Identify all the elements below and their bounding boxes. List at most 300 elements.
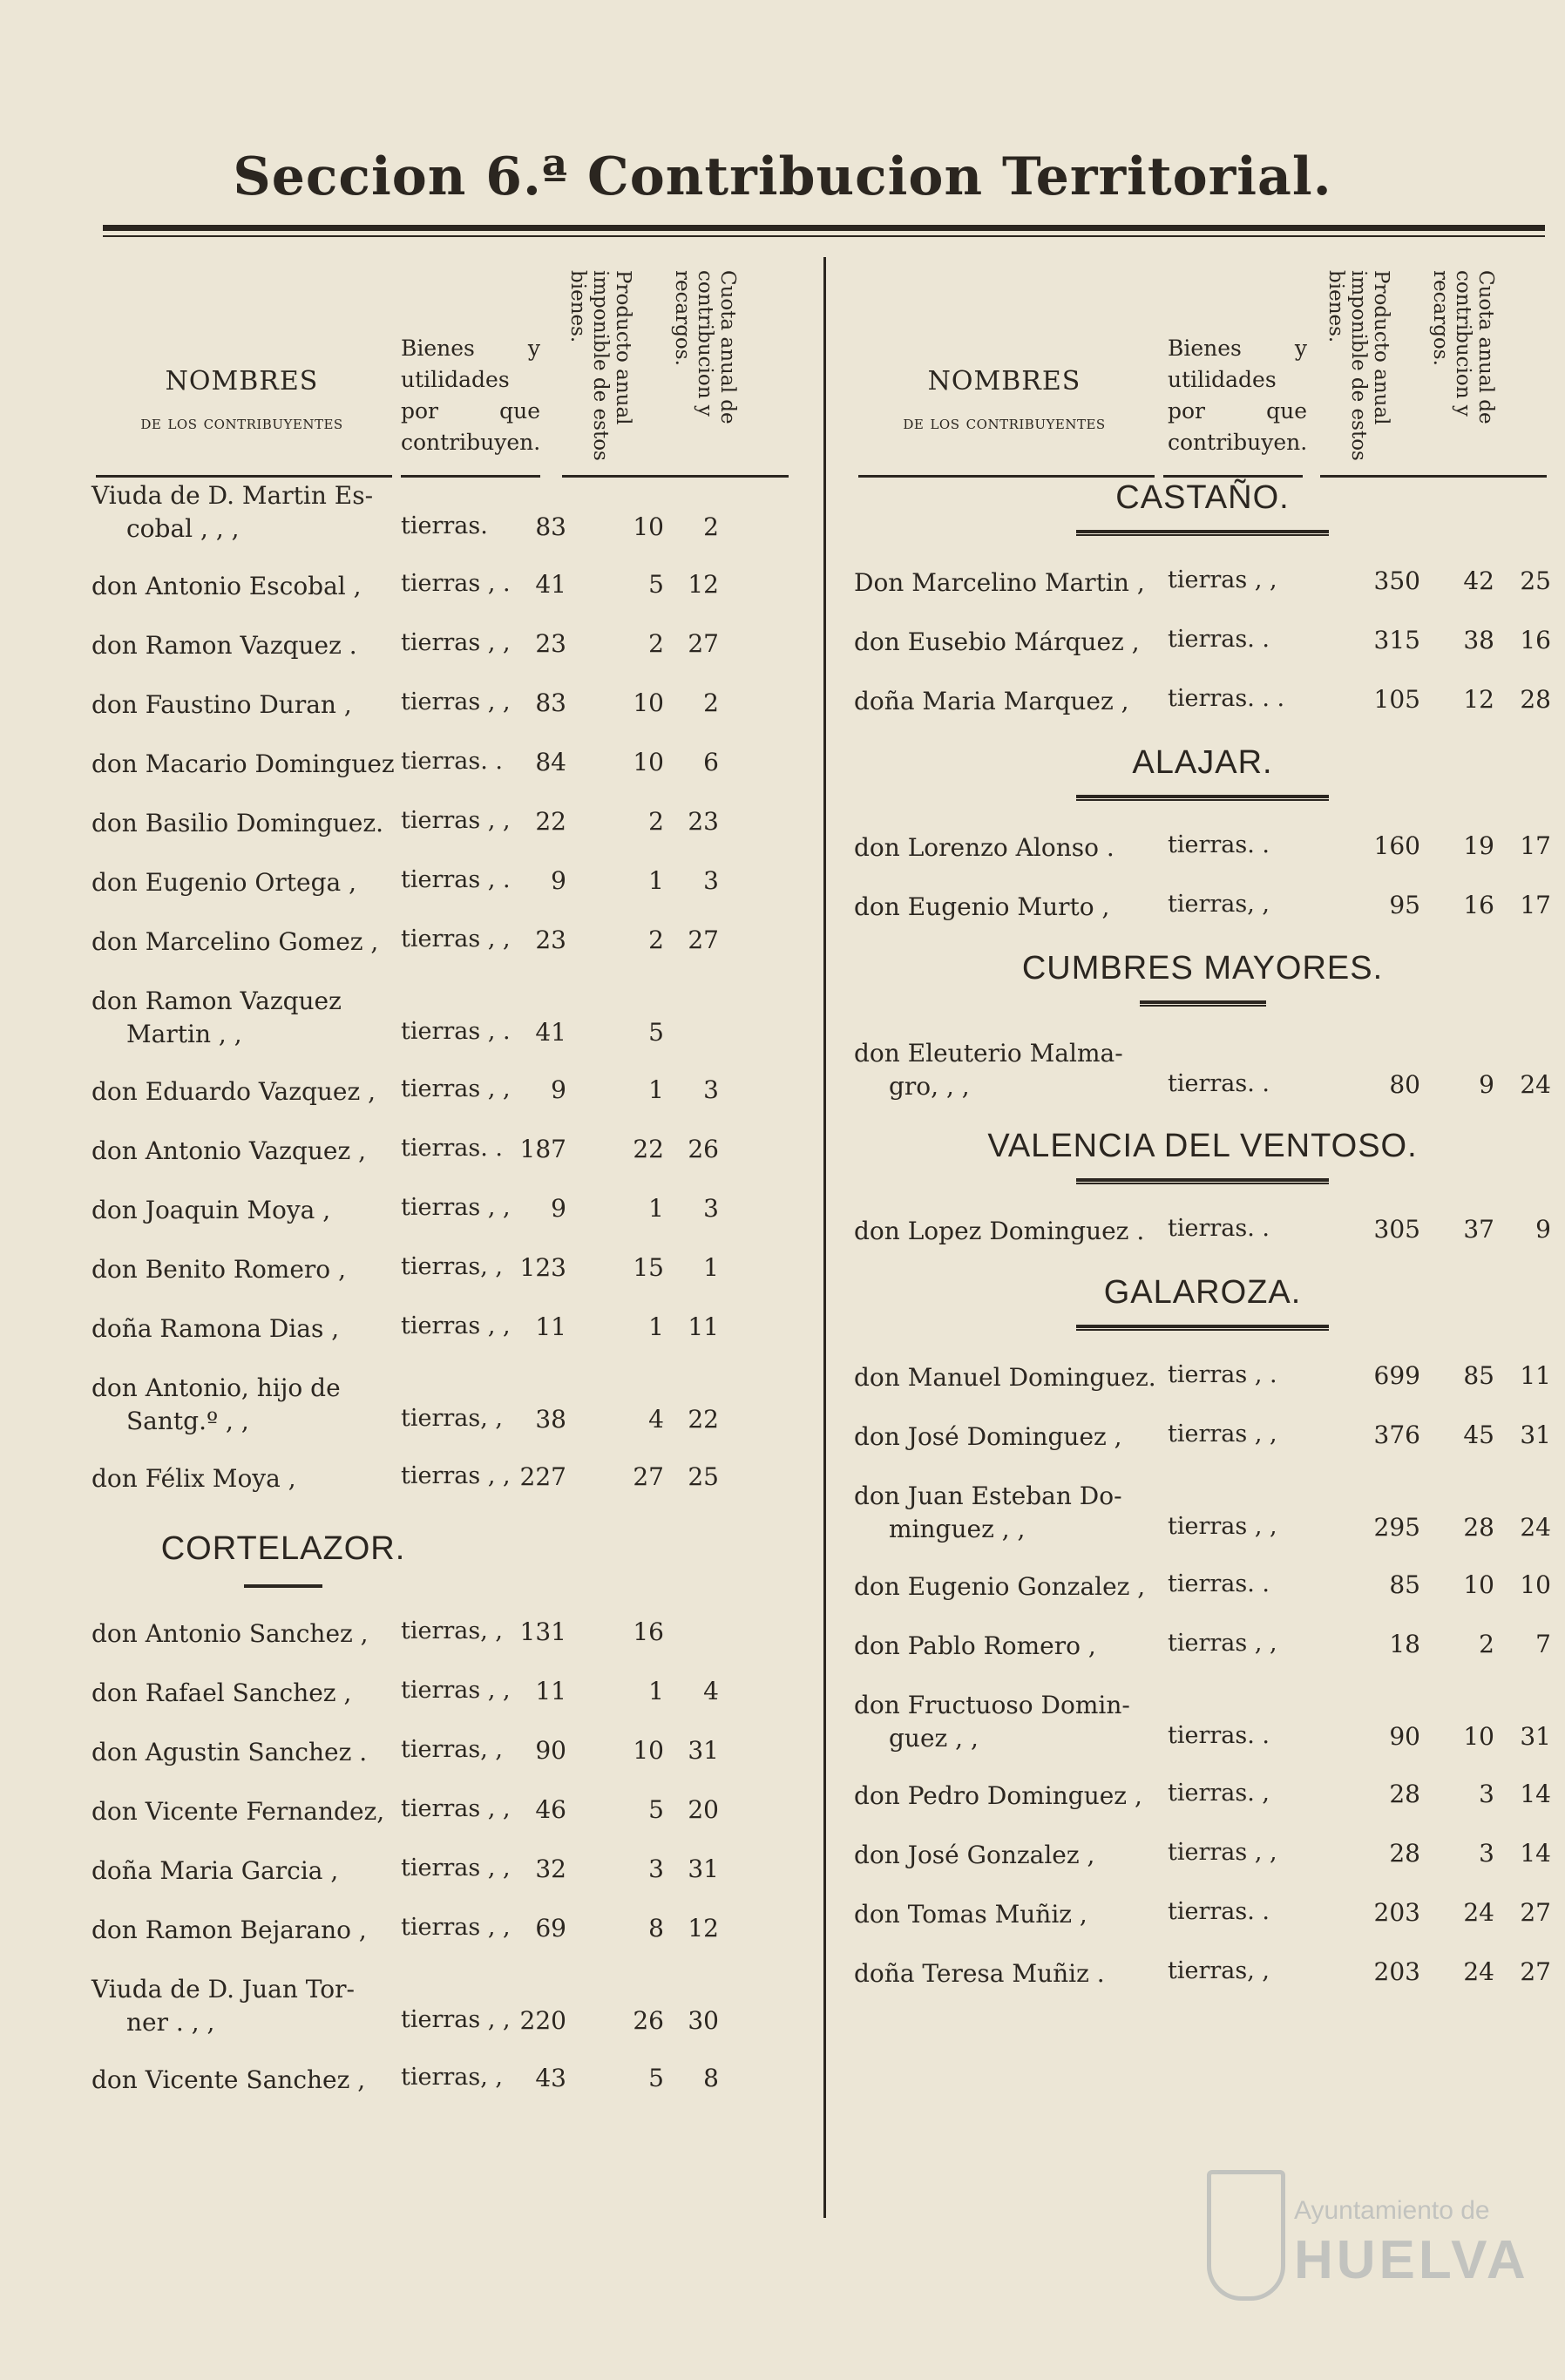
- header-bienes: Bienes y utilidades por que contribuyen.: [401, 336, 541, 455]
- quota-fraction: 26: [688, 1135, 719, 1163]
- quota-main: 4: [648, 1405, 664, 1434]
- contributor-name: don Lopez Dominguez .: [854, 1217, 1145, 1245]
- table-row: [91, 479, 806, 570]
- quota-fraction: 6: [703, 748, 719, 776]
- property-type: tierras , ,: [1168, 1421, 1277, 1448]
- annual-product: 38: [535, 1405, 566, 1434]
- contributor-name: don Pablo Romero ,: [854, 1631, 1096, 1660]
- town-heading: VALENCIA DEL VENTOSO.: [987, 1128, 1418, 1164]
- contributor-name-line1: don Ramon Vazquez: [91, 987, 342, 1015]
- table-row: [854, 1480, 1565, 1570]
- contributor-name: doña Ramona Dias ,: [91, 1314, 340, 1343]
- annual-product: 187: [519, 1135, 566, 1163]
- table-row: [854, 1421, 1565, 1480]
- annual-product: 295: [1373, 1513, 1420, 1542]
- table-row: [854, 1570, 1565, 1630]
- quota-main: 26: [633, 2006, 664, 2035]
- quota-fraction: 28: [1520, 685, 1551, 714]
- quota-main: 5: [648, 1795, 664, 1824]
- table-row: [854, 1898, 1565, 1957]
- property-type: tierras , .: [401, 570, 511, 597]
- property-type: tierras. .: [1168, 1722, 1270, 1749]
- contributor-name-line2: guez , ,: [889, 1724, 979, 1753]
- table-row: [854, 1780, 1565, 1839]
- table-row: [91, 1736, 806, 1795]
- left-column: [91, 253, 802, 2094]
- town-rule-thin: [1076, 799, 1329, 801]
- table-row: [91, 1677, 806, 1736]
- property-type: tierras , ,: [1168, 566, 1277, 593]
- table-row: [854, 831, 1565, 891]
- quota-fraction: 23: [688, 807, 719, 836]
- quota-main: 16: [633, 1617, 664, 1646]
- property-type: tierras , ,: [401, 1855, 511, 1882]
- header-rule: [1320, 475, 1547, 478]
- quota-main: 38: [1463, 626, 1494, 654]
- quota-fraction: 17: [1520, 891, 1551, 919]
- table-row: [854, 1957, 1565, 2017]
- quota-main: 2: [648, 629, 664, 658]
- quota-main: 10: [633, 688, 664, 717]
- quota-main: 37: [1463, 1215, 1494, 1244]
- annual-product: 220: [519, 2006, 566, 2035]
- contributor-name: [91, 1973, 355, 2039]
- contributor-name: don Basilio Dominguez.: [91, 809, 384, 837]
- header-names-line1: NOMBRES: [927, 366, 1081, 397]
- table-row: [91, 570, 806, 629]
- contributor-name: don Marcelino Gomez ,: [91, 927, 379, 956]
- town-rule: [1076, 530, 1329, 533]
- table-row: [854, 1689, 1565, 1780]
- town-heading: ALAJAR.: [1132, 744, 1273, 781]
- property-type: tierras , ,: [401, 688, 511, 715]
- town-rule: [1076, 1178, 1329, 1182]
- quota-fraction: 10: [1520, 1570, 1551, 1599]
- contributor-name-line1: don Eleuterio Malma-: [854, 1039, 1123, 1068]
- property-type: tierras , ,: [401, 2006, 511, 2033]
- quota-fraction: 14: [1520, 1839, 1551, 1868]
- quota-main: 8: [648, 1914, 664, 1943]
- property-type: tierras , ,: [401, 807, 511, 834]
- quota-main: 1: [648, 1677, 664, 1705]
- quota-main: 24: [1463, 1898, 1494, 1927]
- quota-fraction: 22: [688, 1405, 719, 1434]
- contributor-name: don Eugenio Gonzalez ,: [854, 1572, 1146, 1601]
- watermark-line1: Ayuntamiento de: [1294, 2196, 1490, 2225]
- table-row: [91, 1194, 806, 1253]
- annual-product: 160: [1373, 831, 1420, 860]
- quota-main: 27: [633, 1462, 664, 1491]
- table-row: [854, 1215, 1565, 1274]
- quota-main: 85: [1463, 1361, 1494, 1390]
- table-row: [854, 1361, 1565, 1421]
- table-row: [91, 866, 806, 926]
- contributor-name-line1: Viuda de D. Juan Tor-: [91, 1975, 355, 2004]
- town-heading: CUMBRES MAYORES.: [1021, 950, 1384, 987]
- annual-product: 69: [535, 1914, 566, 1943]
- town-rule: [1076, 795, 1329, 798]
- contributor-name: [854, 1037, 1123, 1103]
- annual-product: 376: [1373, 1421, 1420, 1449]
- quota-main: 45: [1463, 1421, 1494, 1449]
- quota-main: 2: [648, 807, 664, 836]
- property-type: tierras.: [401, 512, 488, 539]
- annual-product: 85: [1389, 1570, 1420, 1599]
- quota-main: 12: [1463, 685, 1494, 714]
- annual-product: 23: [535, 926, 566, 954]
- contributor-name: Don Marcelino Martin ,: [854, 568, 1145, 597]
- header-rule: [562, 475, 789, 478]
- table-row: [91, 629, 806, 688]
- quota-fraction: 31: [1520, 1421, 1551, 1449]
- annual-product: 350: [1373, 566, 1420, 595]
- table-row: [854, 1630, 1565, 1689]
- table-row: [91, 748, 806, 807]
- header-cuota: Cuota anual de contribucion y recargos.: [1429, 270, 1497, 424]
- quota-main: 1: [648, 1075, 664, 1104]
- annual-product: 28: [1389, 1839, 1420, 1868]
- property-type: tierras , ,: [401, 926, 511, 953]
- annual-product: 203: [1373, 1898, 1420, 1927]
- quota-main: 3: [1479, 1839, 1494, 1868]
- quota-fraction: 25: [688, 1462, 719, 1491]
- annual-product: 41: [535, 570, 566, 599]
- annual-product: 11: [535, 1677, 566, 1705]
- contributor-name-line1: Viuda de D. Martin Es-: [91, 481, 374, 510]
- town-heading: CASTAÑO.: [1115, 479, 1290, 516]
- quota-main: 1: [648, 866, 664, 895]
- quota-fraction: 3: [703, 866, 719, 895]
- quota-main: 15: [633, 1253, 664, 1282]
- town-rule: [1076, 1325, 1329, 1328]
- quota-fraction: 8: [703, 2064, 719, 2092]
- annual-product: 305: [1373, 1215, 1420, 1244]
- contributor-name: don Antonio Vazquez ,: [91, 1136, 366, 1165]
- table-row: [91, 985, 806, 1075]
- property-type: tierras , ,: [1168, 1630, 1277, 1657]
- quota-fraction: 24: [1520, 1513, 1551, 1542]
- title-rule-thin: [103, 235, 1545, 237]
- table-row: [854, 1839, 1565, 1898]
- annual-product: 46: [535, 1795, 566, 1824]
- property-type: tierras. .: [401, 748, 503, 775]
- contributor-name: don Vicente Sanchez ,: [91, 2065, 366, 2094]
- quota-fraction: 12: [688, 570, 719, 599]
- quota-main: 42: [1463, 566, 1494, 595]
- annual-product: 32: [535, 1855, 566, 1883]
- watermark-line2: HUELVA: [1294, 2230, 1529, 2290]
- table-row: [91, 926, 806, 985]
- contributor-name: don Vicente Fernandez,: [91, 1797, 385, 1826]
- contributor-name: don José Dominguez ,: [854, 1422, 1122, 1451]
- annual-product: 83: [535, 688, 566, 717]
- quota-fraction: 1: [703, 1253, 719, 1282]
- quota-fraction: 27: [1520, 1957, 1551, 1986]
- property-type: tierras, ,: [401, 1253, 503, 1280]
- town-rule-thin: [1076, 1183, 1329, 1184]
- town-rule: [1140, 1000, 1266, 1004]
- quota-main: 10: [1463, 1722, 1494, 1751]
- table-row: [854, 685, 1565, 744]
- header-names-line2: de los contribuyentes: [903, 412, 1106, 433]
- table-row: [91, 1372, 806, 1462]
- contributor-name: don Joaquin Moya ,: [91, 1196, 331, 1224]
- quota-fraction: 24: [1520, 1070, 1551, 1099]
- property-type: tierras , ,: [401, 1312, 511, 1339]
- quota-fraction: 17: [1520, 831, 1551, 860]
- quota-main: 2: [1479, 1630, 1494, 1658]
- property-type: tierras. ,: [1168, 1780, 1270, 1807]
- right-column: [854, 253, 1551, 1988]
- contributor-name: doña Teresa Muñiz .: [854, 1959, 1105, 1988]
- quota-main: 16: [1463, 891, 1494, 919]
- property-type: tierras , ,: [401, 1677, 511, 1704]
- property-type: tierras , ,: [1168, 1513, 1277, 1540]
- table-row: [91, 1462, 806, 1522]
- quota-fraction: 31: [688, 1736, 719, 1765]
- quota-main: 5: [648, 2064, 664, 2092]
- quota-fraction: 27: [1520, 1898, 1551, 1927]
- contributor-name: [91, 985, 342, 1051]
- quota-fraction: 11: [1520, 1361, 1551, 1390]
- contributor-name: [854, 1689, 1130, 1755]
- contributor-name: don José Gonzalez ,: [854, 1841, 1095, 1869]
- header-rule: [96, 475, 392, 478]
- quota-fraction: 2: [703, 688, 719, 717]
- annual-product: 95: [1389, 891, 1420, 919]
- annual-product: 83: [535, 512, 566, 541]
- contributor-name: don Benito Romero ,: [91, 1255, 346, 1284]
- annual-product: 315: [1373, 626, 1420, 654]
- header-names: [854, 366, 1155, 433]
- table-row: [91, 1973, 806, 2064]
- annual-product: 18: [1389, 1630, 1420, 1658]
- contributor-name: don Eduardo Vazquez ,: [91, 1077, 376, 1106]
- quota-fraction: 31: [1520, 1722, 1551, 1751]
- contributor-name-line1: don Juan Esteban Do-: [854, 1482, 1122, 1510]
- property-type: tierras , .: [1168, 1361, 1277, 1388]
- table-row: [91, 1312, 806, 1372]
- quota-main: 3: [1479, 1780, 1494, 1808]
- header-rule: [858, 475, 1155, 478]
- annual-product: 699: [1373, 1361, 1420, 1390]
- town-rule-thin: [1076, 1329, 1329, 1331]
- quota-fraction: 12: [688, 1914, 719, 1943]
- table-row: [854, 891, 1565, 950]
- contributor-name: don Ramon Vazquez .: [91, 631, 357, 660]
- contributor-name: don Eugenio Murto ,: [854, 892, 1110, 921]
- quota-main: 9: [1479, 1070, 1494, 1099]
- huelva-shield-icon: [1207, 2170, 1285, 2301]
- contributor-name: don Macario Dominguez: [91, 749, 395, 778]
- quota-fraction: 3: [703, 1194, 719, 1223]
- town-heading: CORTELAZOR.: [160, 1530, 406, 1567]
- annual-product: 23: [535, 629, 566, 658]
- table-row: [91, 2064, 806, 2123]
- annual-product: 22: [535, 807, 566, 836]
- quota-main: 10: [633, 748, 664, 776]
- table-row: [854, 566, 1565, 626]
- contributor-name: don Rafael Sanchez ,: [91, 1678, 352, 1707]
- header-names: [91, 366, 392, 433]
- quota-main: 10: [633, 512, 664, 541]
- quota-main: 3: [648, 1855, 664, 1883]
- quota-fraction: 4: [703, 1677, 719, 1705]
- property-type: tierras, ,: [401, 1617, 503, 1644]
- quota-fraction: 30: [688, 2006, 719, 2035]
- property-type: tierras. .: [1168, 626, 1270, 653]
- contributor-name: don Manuel Dominguez.: [854, 1363, 1156, 1392]
- property-type: tierras, ,: [1168, 891, 1270, 918]
- contributor-name: [854, 1480, 1122, 1546]
- property-type: tierras. . .: [1168, 685, 1285, 712]
- contributor-name: [91, 479, 373, 546]
- table-row: [854, 1037, 1565, 1128]
- property-type: tierras , ,: [401, 1075, 511, 1102]
- contributor-name: don Lorenzo Alonso .: [854, 833, 1114, 862]
- contributor-name: don Antonio Sanchez ,: [91, 1619, 369, 1648]
- quota-fraction: 27: [688, 629, 719, 658]
- column-divider: [823, 257, 826, 2218]
- property-type: tierras , ,: [1168, 1839, 1277, 1866]
- contributor-name: don Eusebio Márquez ,: [854, 627, 1140, 656]
- property-type: tierras , ,: [401, 1462, 511, 1489]
- annual-product: 41: [535, 1018, 566, 1047]
- header-cuota: Cuota anual de contribucion y recargos.: [671, 270, 739, 424]
- quota-fraction: 9: [1535, 1215, 1551, 1244]
- contributor-name-line1: don Fructuoso Domin-: [854, 1691, 1130, 1719]
- quota-fraction: 14: [1520, 1780, 1551, 1808]
- quota-main: 2: [648, 926, 664, 954]
- table-row: [91, 1075, 806, 1135]
- town-rule-thin: [1140, 1005, 1266, 1007]
- quota-main: 5: [648, 570, 664, 599]
- annual-product: 43: [535, 2064, 566, 2092]
- title-rule: [103, 225, 1545, 231]
- property-type: tierras , .: [401, 866, 511, 893]
- quota-fraction: 2: [703, 512, 719, 541]
- quota-main: 24: [1463, 1957, 1494, 1986]
- property-type: tierras, ,: [401, 1405, 503, 1432]
- annual-product: 9: [551, 1194, 566, 1223]
- annual-product: 28: [1389, 1780, 1420, 1808]
- quota-fraction: 3: [703, 1075, 719, 1104]
- left-table-header: [91, 253, 802, 479]
- property-type: tierras. .: [401, 1135, 503, 1162]
- contributor-name-line2: ner . , ,: [126, 2008, 215, 2037]
- contributor-name-line2: cobal , , ,: [126, 514, 240, 543]
- quota-fraction: 20: [688, 1795, 719, 1824]
- contributor-name: don Agustin Sanchez .: [91, 1738, 368, 1766]
- contributor-name-line1: don Antonio, hijo de: [91, 1373, 341, 1402]
- annual-product: 84: [535, 748, 566, 776]
- header-rule: [401, 475, 540, 478]
- archive-watermark: [1207, 2161, 1538, 2336]
- contributor-name-line2: minguez , ,: [889, 1515, 1026, 1543]
- property-type: tierras , ,: [401, 1914, 511, 1941]
- property-type: tierras, ,: [401, 1736, 503, 1763]
- property-type: tierras , ,: [401, 1795, 511, 1822]
- property-type: tierras. .: [1168, 1070, 1270, 1097]
- quota-fraction: 11: [688, 1312, 719, 1341]
- town-rule: [244, 1584, 322, 1588]
- contributor-name: don Pedro Dominguez ,: [854, 1781, 1142, 1810]
- annual-product: 131: [519, 1617, 566, 1646]
- property-type: tierras, ,: [1168, 1957, 1270, 1984]
- annual-product: 90: [1389, 1722, 1420, 1751]
- quota-main: 22: [633, 1135, 664, 1163]
- contributor-name-line2: gro, , ,: [889, 1072, 970, 1101]
- contributor-name-line2: Martin , ,: [126, 1020, 242, 1048]
- quota-fraction: 16: [1520, 626, 1551, 654]
- annual-product: 9: [551, 1075, 566, 1104]
- annual-product: 123: [519, 1253, 566, 1282]
- contributor-name: [91, 1372, 341, 1438]
- contributor-name: don Antonio Escobal ,: [91, 572, 362, 600]
- quota-fraction: 27: [688, 926, 719, 954]
- table-row: [91, 688, 806, 748]
- annual-product: 11: [535, 1312, 566, 1341]
- table-row: [91, 1855, 806, 1914]
- property-type: tierras , ,: [401, 629, 511, 656]
- table-row: [91, 1135, 806, 1194]
- header-names-line2: de los contribuyentes: [140, 412, 343, 433]
- page-title: Seccion 6.ª Contribucion Territorial.: [233, 146, 1332, 207]
- town-rule-thin: [1076, 534, 1329, 536]
- table-row: [91, 1914, 806, 1973]
- contributor-name: don Félix Moya ,: [91, 1464, 296, 1493]
- quota-fraction: 31: [688, 1855, 719, 1883]
- header-bienes: Bienes y utilidades por que contribuyen.: [1168, 336, 1308, 455]
- header-names-line1: NOMBRES: [165, 366, 319, 397]
- contributor-name-line2: Santg.º , ,: [126, 1407, 249, 1435]
- annual-product: 105: [1373, 685, 1420, 714]
- right-table-header: [854, 253, 1551, 479]
- annual-product: 80: [1389, 1070, 1420, 1099]
- annual-product: 9: [551, 866, 566, 895]
- quota-main: 10: [1463, 1570, 1494, 1599]
- quota-main: 19: [1463, 831, 1494, 860]
- quota-fraction: 7: [1535, 1630, 1551, 1658]
- table-row: [91, 1617, 806, 1677]
- property-type: tierras. .: [1168, 1898, 1270, 1925]
- quota-fraction: 25: [1520, 566, 1551, 595]
- contributor-name: don Tomas Muñiz ,: [854, 1900, 1087, 1929]
- annual-product: 203: [1373, 1957, 1420, 1986]
- contributor-name: doña Maria Marquez ,: [854, 687, 1129, 715]
- town-heading: GALAROZA.: [1103, 1274, 1302, 1311]
- property-type: tierras. .: [1168, 831, 1270, 858]
- property-type: tierras. .: [1168, 1570, 1270, 1597]
- contributor-name: don Faustino Duran ,: [91, 690, 352, 719]
- header-rule: [1163, 475, 1303, 478]
- contributor-name: don Eugenio Ortega ,: [91, 868, 357, 897]
- table-row: [854, 626, 1565, 685]
- header-producto: Producto anual imponible de estos bienes.: [566, 270, 634, 461]
- property-type: tierras, ,: [401, 2064, 503, 2091]
- quota-main: 28: [1463, 1513, 1494, 1542]
- quota-main: 1: [648, 1312, 664, 1341]
- property-type: tierras. .: [1168, 1215, 1270, 1242]
- table-row: [91, 1795, 806, 1855]
- contributor-name: doña Maria Garcia ,: [91, 1856, 339, 1885]
- quota-main: 10: [633, 1736, 664, 1765]
- header-producto: Producto anual imponible de estos bienes.: [1324, 270, 1392, 461]
- contributor-name: don Ramon Bejarano ,: [91, 1916, 367, 1944]
- property-type: tierras , .: [401, 1018, 511, 1045]
- quota-main: 1: [648, 1194, 664, 1223]
- annual-product: 90: [535, 1736, 566, 1765]
